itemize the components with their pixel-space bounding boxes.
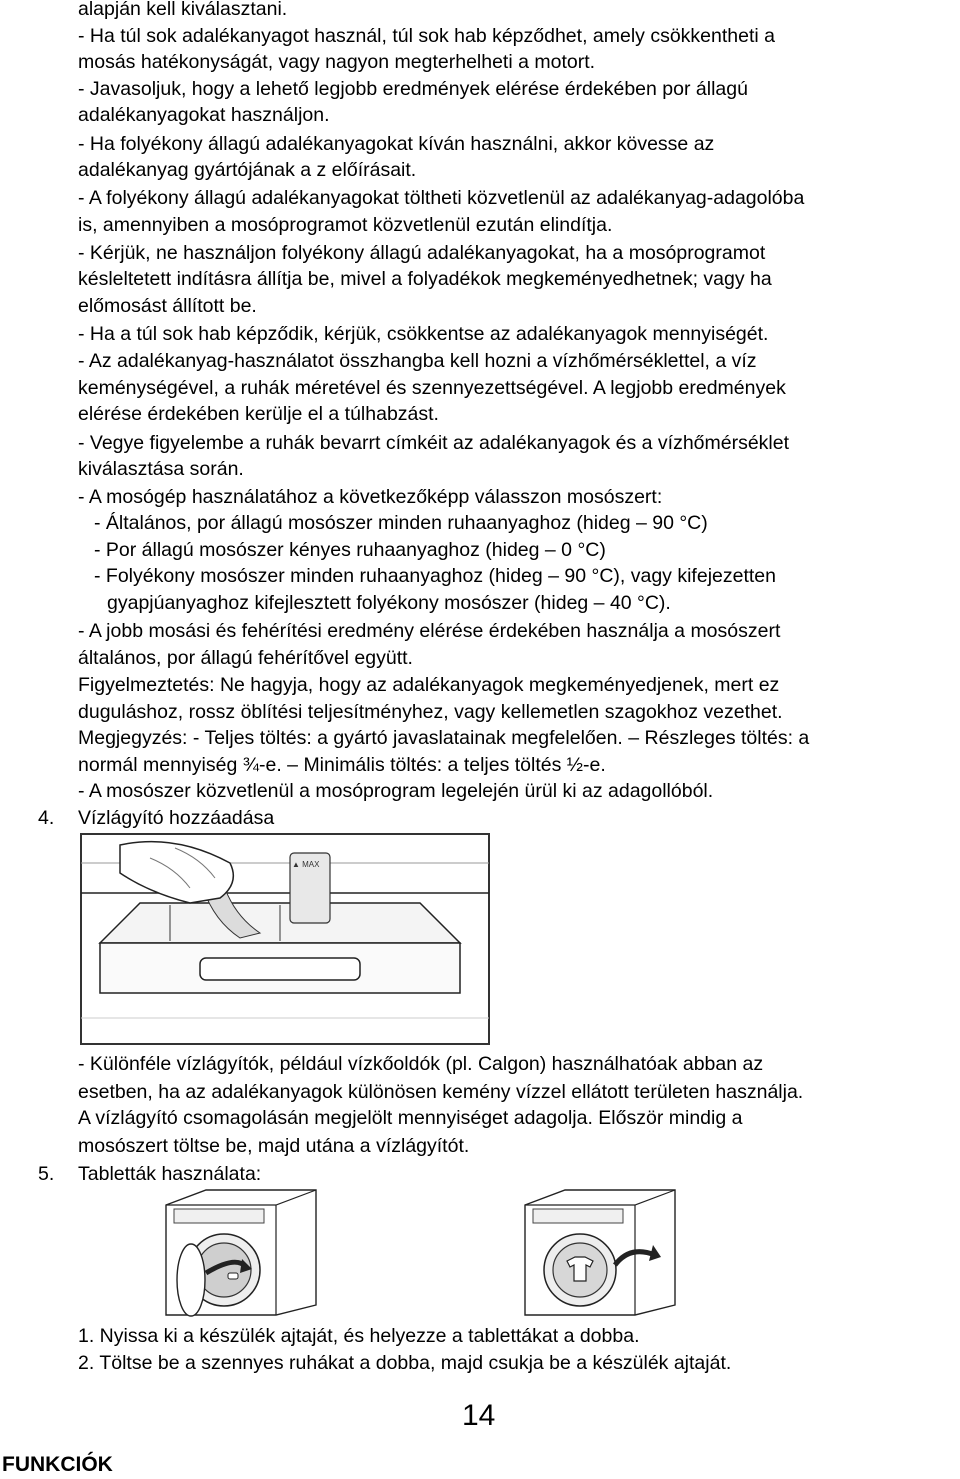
text-line: 1. Nyissa ki a készülék ajtaját, és helyezze a tablettákat a dobba.: [78, 1325, 640, 1347]
text-line: alapján kell kiválasztani.: [78, 0, 288, 20]
section-number: 5.: [38, 1163, 55, 1185]
text-line: 2. Töltse be a szennyes ruhákat a dobba, majd csukja be a készülék ajtaját.: [78, 1352, 732, 1374]
text-line: - Általános, por állagú mosószer minden ruhaanyaghoz (hideg – 90 °C): [94, 512, 708, 534]
dispenser-drawer-illustration: [80, 833, 490, 1045]
text-line: elérése érdekében kerülje el a túlhabzást.: [78, 403, 439, 425]
text-line: is, amennyiben a mosóprogramot közvetlenül ezután elindítja.: [78, 214, 613, 236]
section-number: 4.: [38, 807, 55, 829]
washer-clothes-illustration: [505, 1185, 683, 1317]
text-line: - A folyékony állagú adalékanyagokat töltheti közvetlenül az adalékanyag-adagolóba: [78, 187, 805, 209]
text-line: keménységével, a ruhák méretével és szennyezettségével. A legjobb eredmények: [78, 377, 786, 399]
section-title: Tabletták használata:: [78, 1163, 262, 1185]
text-line: Figyelmeztetés: Ne hagyja, hogy az adalékanyagok megkeményedjenek, mert ez: [78, 674, 780, 696]
text-line: esetben, ha az adalékanyagok különösen kemény vízzel ellátott területen használja.: [78, 1081, 804, 1103]
washer-tablets-illustration: [146, 1185, 324, 1317]
text-line: adalékanyag gyártójának a z előírásait.: [78, 159, 417, 181]
text-line: mosás hatékonyságát, vagy nagyon megterhelheti a motort.: [78, 51, 596, 73]
text-line: gyapjúanyaghoz kifejlesztett folyékony mosószer (hideg – 40 °C).: [107, 592, 671, 614]
text-line: - Különféle vízlágyítók, például vízkőoldók (pl. Calgon) használhatóak abban az: [78, 1053, 764, 1075]
text-line: - A mosószer közvetlenül a mosóprogram legelején ürül ki az adagollóból.: [78, 780, 714, 802]
text-line: - Ha folyékony állagú adalékanyagokat kíván használni, akkor kövesse az: [78, 133, 715, 155]
text-line: - Az adalékanyag-használatot összhangba kell hozni a vízhőmérséklettel, a víz: [78, 350, 757, 372]
dispenser-max-label: ▲ MAX: [292, 860, 320, 869]
text-line: duguláshoz, rossz öblítési teljesítményhez, vagy kellemetlen szagokhoz vezethet.: [78, 701, 783, 723]
text-line: - Ha a túl sok hab képződik, kérjük, csökkentse az adalékanyagok mennyiségét.: [78, 323, 769, 345]
text-line: - Kérjük, ne használjon folyékony állagú adalékanyagokat, ha a mosóprogramot: [78, 242, 766, 264]
text-line: előmosást állított be.: [78, 295, 257, 317]
text-line: normál mennyiség ¾-e. – Minimális töltés: a teljes töltés ½-e.: [78, 754, 606, 776]
text-line: mosószert töltse be, majd utána a vízlágyítót.: [78, 1135, 470, 1157]
text-line: - Por állagú mosószer kényes ruhaanyaghoz (hideg – 0 °C): [94, 539, 606, 561]
text-line: - A mosógép használatához a következőképp válasszon mosószert:: [78, 486, 663, 508]
text-line: - A jobb mosási és fehérítési eredmény elérése érdekében használja a mosószert: [78, 620, 781, 642]
text-line: általános, por állagú fehérítővel együtt.: [78, 647, 413, 669]
text-line: - Ha túl sok adalékanyagot használ, túl sok hab képződhet, amely csökkentheti a: [78, 25, 775, 47]
text-line: - Folyékony mosószer minden ruhaanyaghoz (hideg – 90 °C), vagy kifejezetten: [94, 565, 776, 587]
text-line: - Vegye figyelembe a ruhák bevarrt címkéit az adalékanyagok és a vízhőmérséklet: [78, 432, 790, 454]
section-title: Vízlágyító hozzáadása: [78, 807, 275, 829]
text-line: kiválasztása során.: [78, 458, 244, 480]
text-line: késleltetett indításra állítja be, mivel a folyadékok megkeményedhetnek; vagy ha: [78, 268, 772, 290]
text-line: adalékanyagokat használjon.: [78, 104, 330, 126]
text-line: A vízlágyító csomagolásán megjelölt mennyiséget adagolja. Először mindig a: [78, 1107, 743, 1129]
text-line: Megjegyzés: - Teljes töltés: a gyártó javaslatainak megfelelően. – Részleges töltés: a: [78, 727, 810, 749]
page-number: 14: [462, 1399, 496, 1432]
text-line: - Javasoljuk, hogy a lehető legjobb eredmények elérése érdekében por állagú: [78, 78, 748, 100]
footer-section-label: FUNKCIÓK: [2, 1453, 113, 1476]
